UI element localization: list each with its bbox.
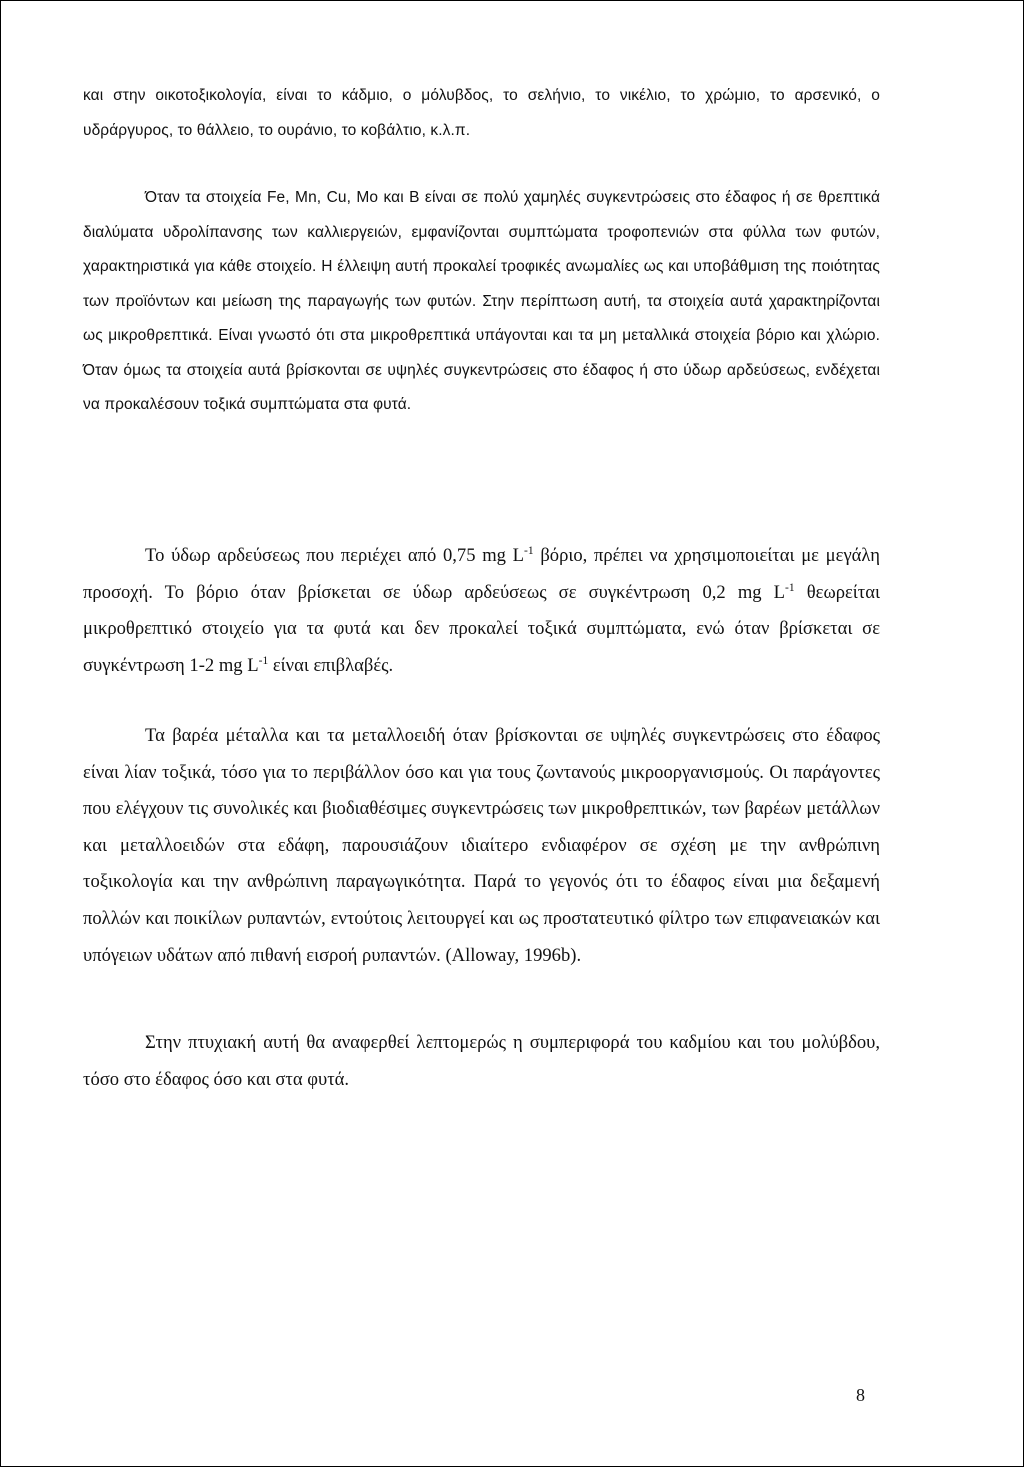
boron-text-segment-1: Το ύδωρ αρδεύσεως που περιέχει από 0,75 mg L (145, 545, 525, 566)
paragraph-heavy-metals: Τα βαρέα μέταλλα και τα μεταλλοειδή όταν βρίσκονται σε υψηλές συγκεντρώσεις στο έδαφος είναι λίαν τοξικά, τόσο για το περιβάλλον όσο και για τους ζωντανούς μικροοργανισμούς. Οι παράγοντες που ελέγχουν τις συνολικές και βιοδιαθέσιμες συγκεντρώσεις των μικροθρεπτικών, των βαρέων μετάλλων και μεταλλοειδών στα εδάφη, παρουσιάζουν ιδιαίτερο ενδιαφέρον σε σχέση με την ανθρώπινη τοξικολογία και την ανθρώπινη παραγωγικότητα. Παρά το γεγονός ότι το έδαφος είναι μια δεξαμενή πολλών και ποικίλων ρυπαντών, εντούτοις λειτουργεί και ως προστατευτικό φίλτρο των επιφανειακών και υπόγειων υδάτων από πιθανή εισροή ρυπαντών. (Alloway, 1996b). (83, 725, 880, 966)
boron-text-segment-3: θεωρείται μικροθρεπτικό στοιχείο για τα φυτά και δεν προκαλεί τοξικά συμπτώματα, ενώ όταν βρίσκεται σε συγκέντρωση 1-2 mg L (83, 581, 880, 676)
paragraph-thesis-scope: Στην πτυχιακή αυτή θα αναφερθεί λεπτομερώς η συμπεριφορά του καδμίου και του μολύβδου, τόσο στο έδαφος όσο και στα φυτά. (83, 1032, 880, 1090)
paragraph-toxic-elements-list: και στην οικοτοξικολογία, είναι το κάδμιο, ο μόλυβδος, το σελήνιο, το νικέλιο, το χρώμιο, το αρσενικό, ο υδράργυρος, το θάλλειο, το ουράνιο, το κοβάλτιο, κ.λ.π. (83, 87, 880, 139)
boron-unit-exponent-3: -1 (258, 654, 269, 667)
boron-unit-exponent-2: -1 (785, 581, 795, 594)
paragraph-boron-irrigation (83, 538, 880, 684)
page-number: 8 (856, 1385, 865, 1405)
boron-text-segment-2: βόριο, πρέπει να χρησιμοποιείται με μεγάλη προσοχή. Το βόριο όταν βρίσκεται σε ύδωρ αρδεύσεως σε συγκέντρωση 0,2 mg L (83, 545, 880, 603)
boron-text-segment-4: είναι επιβλαβές. (268, 654, 394, 676)
paragraph-micronutrients: Όταν τα στοιχεία Fe, Mn, Cu, Mo και B είναι σε πολύ χαμηλές συγκεντρώσεις στο έδαφος ή σε θρεπτικά διαλύματα υδρολίπανσης των καλλιεργειών, εμφανίζονται συμπτώματα τροφοπενιών στα φύλλα των φυτών, χαρακτηριστικά για κάθε στοιχείο. Η έλλειψη αυτή προκαλεί τροφικές ανωμαλίες ως και υποβάθμιση της ποιότητας των προϊόντων και μείωση της παραγωγής των φυτών. Στην περίπτωση αυτή, τα στοιχεία αυτά χαρακτηρίζονται ως μικροθρεπτικά. Είναι γνωστό ότι στα μικροθρεπτικά υπάγονται και τα μη μεταλλικά στοιχεία βόριο και χλώριο. Όταν όμως τα στοιχεία αυτά βρίσκονται σε υψηλές συγκεντρώσεις στο έδαφος ή στο ύδωρ αρδεύσεως, ενδέχεται να προκαλέσουν τοξικά συμπτώματα στα φυτά. (83, 189, 880, 413)
boron-unit-exponent-1: -1 (524, 544, 534, 557)
